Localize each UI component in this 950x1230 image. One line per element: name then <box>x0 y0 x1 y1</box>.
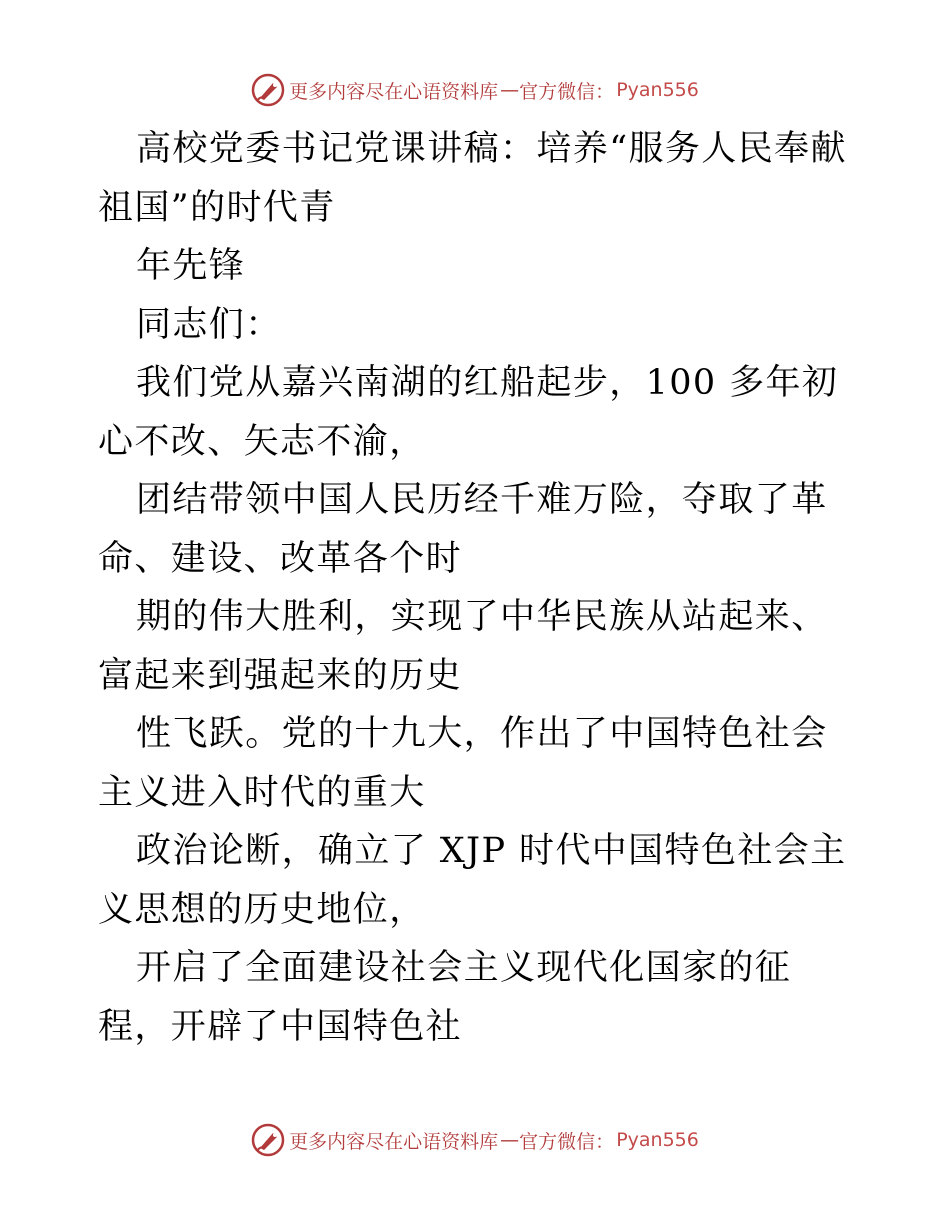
body-paragraph-2: 团结带领中国人民历经千难万险，夺取了革命、建设、改革各个时 <box>98 480 828 579</box>
document-body <box>98 120 858 1056</box>
document-title: 高校党委书记党课讲稿：培养“服务人民奉献祖国”的时代青 <box>98 129 847 228</box>
pen-nib-logo-icon <box>251 1123 285 1157</box>
document-title-continued: 年先锋 <box>136 246 246 286</box>
header-watermark <box>0 70 950 110</box>
body-paragraph-5: 政治论断，确立了 XJP 时代中国特色社会主义思想的历史地位， <box>98 831 847 930</box>
watermark-wechat-id: Pyan556 <box>616 79 699 101</box>
pen-nib-logo-icon <box>251 73 285 107</box>
watermark-separator: — <box>500 1129 518 1151</box>
watermark-wechat-id: Pyan556 <box>616 1129 699 1151</box>
watermark-separator: — <box>500 79 518 101</box>
watermark-wechat-label: 官方微信： <box>519 1130 615 1153</box>
body-paragraph-1: 我们党从嘉兴南湖的红船起步，100 多年初心不改、矢志不渝， <box>98 363 839 462</box>
watermark-site-name: 更多内容尽在心语资料库 <box>289 1130 499 1153</box>
watermark-site-name: 更多内容尽在心语资料库 <box>289 80 499 103</box>
body-paragraph-6: 开启了全面建设社会主义现代化国家的征程，开辟了中国特色社 <box>98 948 792 1047</box>
body-paragraph-4: 性飞跃。党的十九大，作出了中国特色社会主义进入时代的重大 <box>98 714 828 813</box>
body-paragraph-3: 期的伟大胜利，实现了中华民族从站起来、富起来到强起来的历史 <box>98 597 828 696</box>
watermark-wechat-label: 官方微信： <box>519 80 615 103</box>
salutation: 同志们： <box>136 304 282 345</box>
footer-watermark <box>0 1120 950 1160</box>
